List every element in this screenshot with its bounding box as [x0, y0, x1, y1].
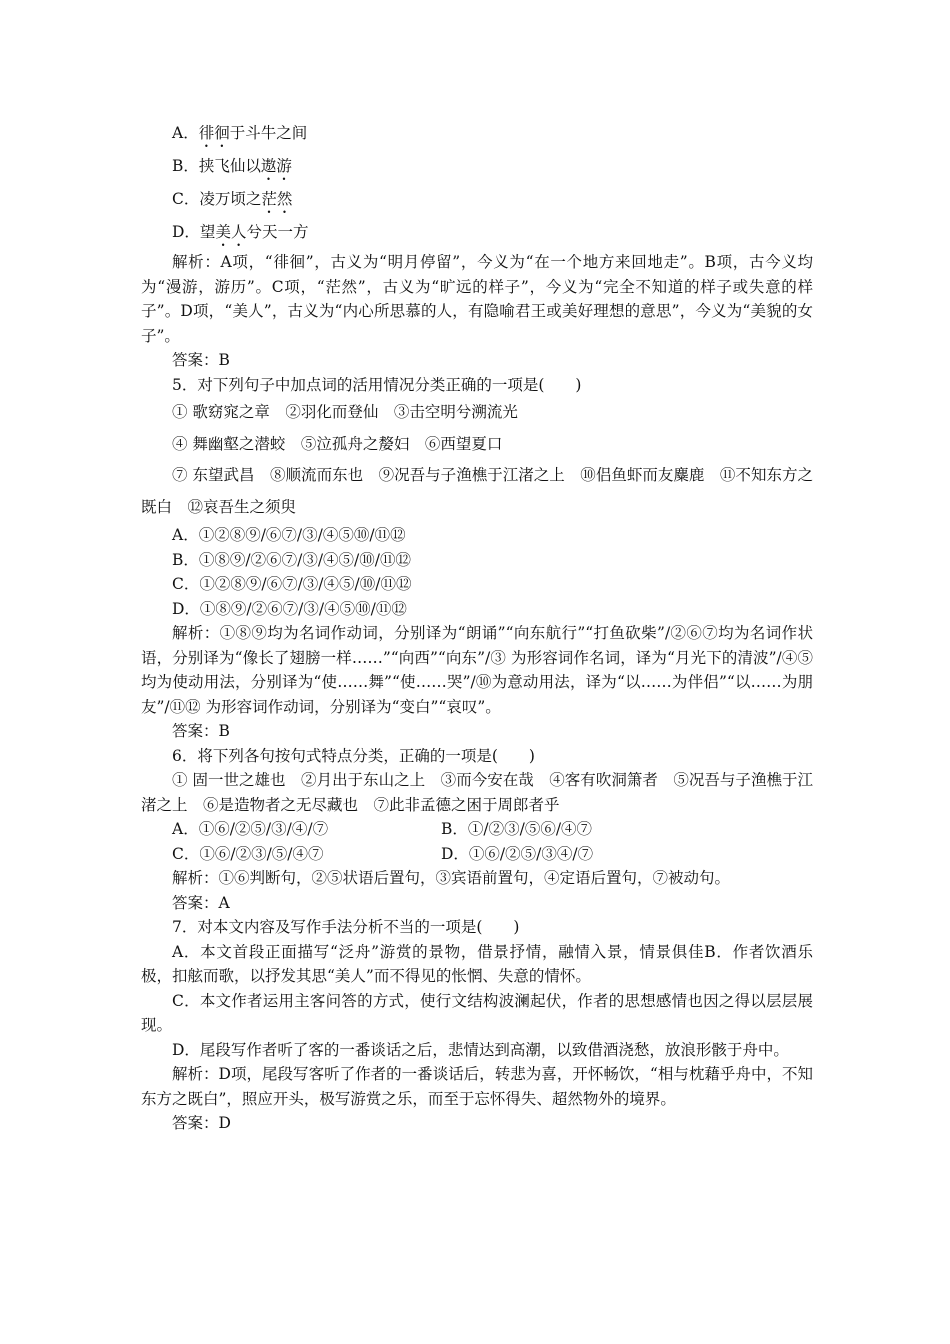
q5-answer: 答案：B: [172, 722, 230, 740]
q4-option-d: D．望美人兮天一方: [172, 223, 309, 241]
document-page: [141, 118, 813, 1136]
q7-option-d: D．尾段写作者听了客的一番谈话之后，悲情达到高潮，以致借酒浇愁，放浪形骸于舟中。: [172, 1040, 789, 1059]
q6-stem: 6．将下列各句按句式特点分类，正确的一项是( ): [172, 746, 535, 765]
q5-option-a: A．①②⑧⑨/⑥⑦/③/④⑤⑩/⑪⑫: [172, 526, 406, 544]
q6-analysis: 解析：①⑥判断句，②⑤状语后置句，③宾语前置句，④定语后置句，⑦被动句。: [172, 869, 731, 887]
q7-option-ab: A．本文首段正面描写“泛舟”游赏的景物，借景抒情，融情入景，情景俱佳B．作者饮酒乐极，扣舷而歌，以抒发其思“美人”而不得见的怅惘、失意的情怀。: [141, 942, 813, 985]
q4-option-b: B．挟飞仙以遨游: [172, 157, 292, 175]
q7-analysis: 解析：D项，尾段写客听了作者的一番谈话后，转悲为喜，开怀畅饮，“相与枕藉乎舟中，不知东方之既白”，照应开头，极写游赏之乐，而至于忘怀得失、超然物外的境界。: [141, 1065, 813, 1108]
q6-option-c: C．①⑥/②③/⑤/④⑦: [172, 844, 324, 863]
q4-option-c: C．凌万顷之茫然: [172, 190, 293, 208]
q5-analysis: 解析：①⑧⑨均为名词作动词，分别译为“朗诵”“向东航行”“打鱼砍柴”/②⑥⑦均为名词作状语，分别译为“像长了翅膀一样……”“向西”“向东”/③ 为形容词作名词，译为“月光下的清波”/④⑤ 均为使动用法，分别译为“使……舞”“使……哭”/⑩为意动用法，译为“以……为伴侣”“以……为朋友”/⑪⑫ 为形容词作动词，分别译为“变白”“哀叹”。: [141, 624, 813, 716]
q6-options-row1: [141, 817, 813, 842]
q5-items-line3: ⑦ 东望武昌 ⑧顺流而东也 ⑨况吾与子渔樵于江渚之上 ⑩侣鱼虾而友麋鹿 ⑪不知东方之既白 ⑫哀吾生之须臾: [141, 466, 813, 516]
q6-option-a: A．①⑥/②⑤/③/④/⑦: [172, 820, 329, 838]
q7-stem: 7．对本文内容及写作手法分析不当的一项是( ): [172, 918, 520, 936]
q6-option-b: B．①/②③/⑤⑥/④⑦: [441, 820, 593, 838]
q4-option-a: A．徘徊于斗牛之间: [172, 124, 308, 142]
q6-items: ① 固一世之雄也 ②月出于东山之上 ③而今安在哉 ④客有吹洞箫者 ⑤况吾与子渔樵于江渚之上 ⑥是造物者之无尽藏也 ⑦此非孟德之困于周郎者乎: [141, 771, 813, 814]
q7-option-c: C．本文作者运用主客问答的方式，使行文结构波澜起伏，作者的思想感情也因之得以层层展现。: [141, 991, 813, 1034]
q4-answer: 答案：B: [172, 351, 230, 369]
q5-stem: 5．对下列句子中加点词的活用情况分类正确的一项是( ): [172, 375, 582, 394]
q6-answer: 答案：A: [172, 893, 230, 912]
q5-items-line1: ① 歌窈窕之章 ②羽化而登仙 ③击空明兮溯流光: [172, 403, 518, 421]
q4-analysis: 解析：A项，“徘徊”，古义为“明月停留”，今义为“在一个地方来回地走”。B项，古今义均为“漫游，游历”。C项，“茫然”，古义为“旷远的样子”，今义为“完全不知道的样子或失意的样子”。D项，“美人”，古义为“内心所思慕的人，有隐喻君王或美好理想的意思”，今义为“美貌的女子”。: [141, 253, 813, 345]
q5-option-d: D．①⑧⑨/②⑥⑦/③/④⑤⑩/⑪⑫: [172, 599, 407, 618]
q6-options-row2: [141, 842, 813, 867]
q7-answer: 答案：D: [172, 1114, 231, 1132]
q5-items-line2: ④ 舞幽壑之潜蛟 ⑤泣孤舟之嫠妇 ⑥西望夏口: [172, 434, 503, 453]
q5-option-b: B．①⑧⑨/②⑥⑦/③/④⑤/⑩/⑪⑫: [172, 550, 412, 569]
q6-option-d: D．①⑥/②⑤/③④/⑦: [441, 844, 594, 863]
q5-option-c: C．①②⑧⑨/⑥⑦/③/④⑤/⑩/⑪⑫: [172, 575, 412, 593]
